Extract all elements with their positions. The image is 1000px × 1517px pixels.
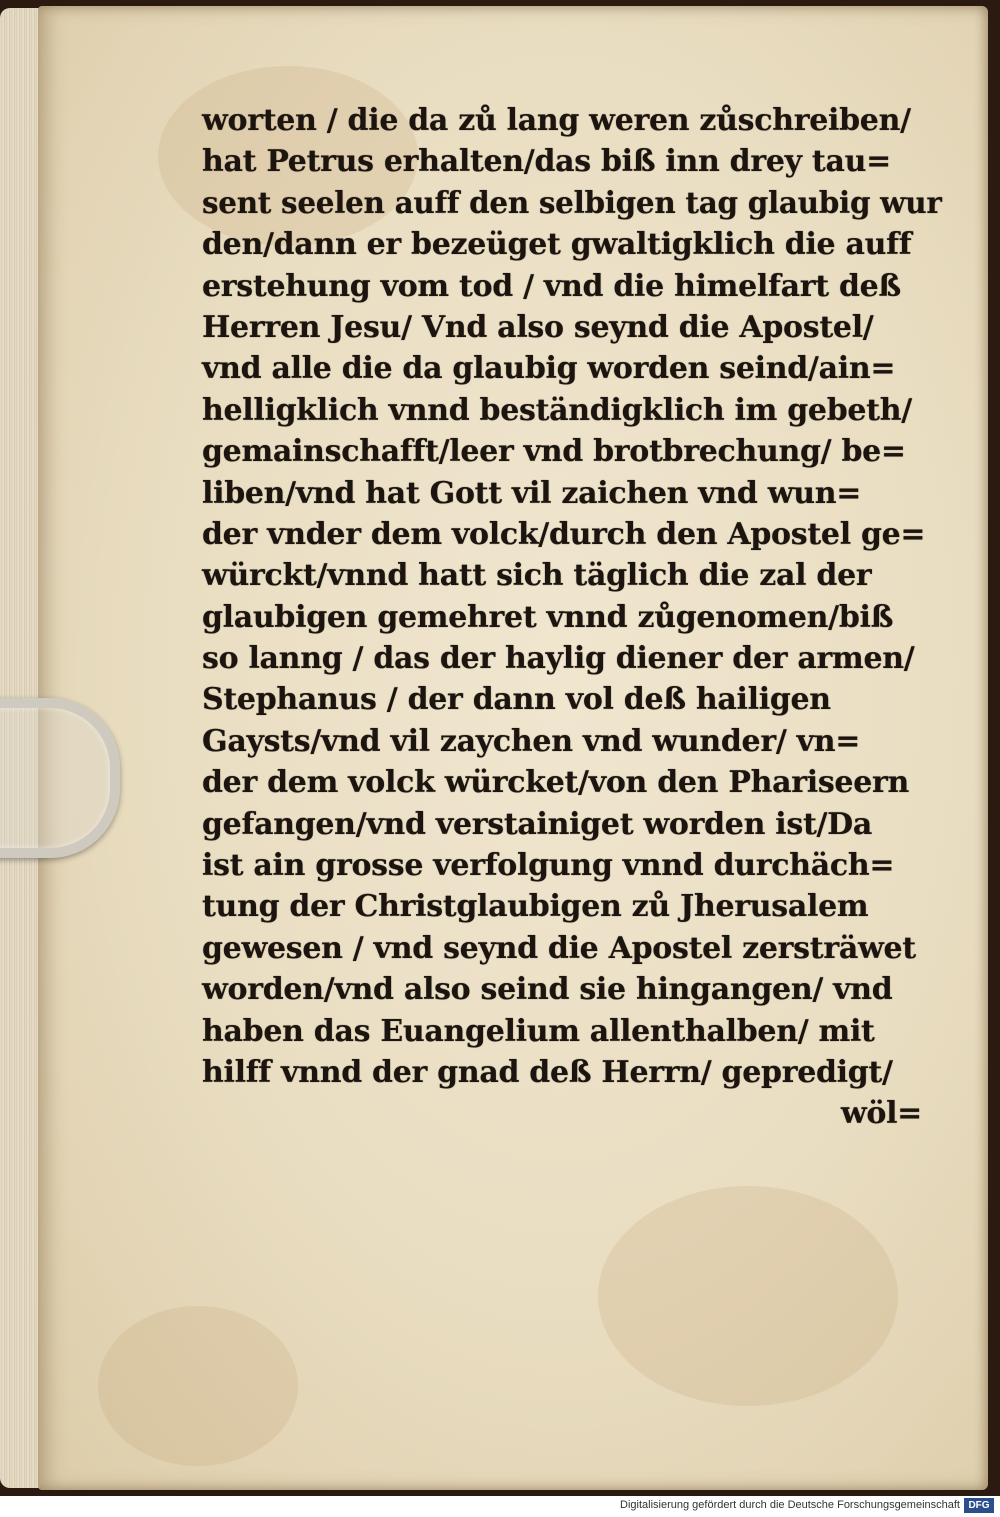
paper-stain	[598, 1186, 898, 1406]
text-line: Herren Jesu/ Vnd also seynd die Apostel/	[202, 309, 874, 345]
text-line: würckt/vnnd hatt sich täglich die zal der	[202, 558, 872, 594]
catchword: wöl=	[840, 1096, 922, 1132]
text-line: helligklich vnnd beständigklich im gebeth/	[202, 392, 912, 428]
text-line: worden/vnd also seind sie hingangen/ vnd	[202, 972, 893, 1008]
funding-credit: Digitalisierung gefördert durch die Deutsche Forschungsgemeinschaft	[620, 1499, 960, 1511]
text-line: gewesen / vnd seynd die Apostel zersträwet	[202, 930, 916, 966]
paper-clip	[0, 698, 120, 858]
text-line: gemainschafft/leer vnd brotbrechung/ be=	[202, 434, 906, 470]
text-line: haben das Euangelium allenthalben/ mit	[202, 1013, 875, 1049]
text-line: gefangen/vnd verstainiget worden ist/Da	[202, 806, 873, 842]
footer-bar	[0, 1496, 1000, 1517]
text-line: den/dann er bezeüget gwaltigklich die auff	[202, 227, 912, 263]
paper-stain	[98, 1306, 298, 1466]
text-line: sent seelen auff den selbigen tag glaubig wur	[202, 185, 942, 221]
text-line: worten / die da zů lang weren zůschreiben/	[202, 103, 911, 138]
text-line: tung der Christglaubigen zů Jherusalem	[202, 889, 869, 925]
text-line: erstehung vom tod / vnd die himelfart deß	[202, 268, 901, 304]
body-text	[202, 100, 942, 1135]
text-line: ist ain grosse verfolgung vnnd durchäch=	[202, 848, 895, 884]
text-line: vnd alle die da glaubig worden seind/ain=	[202, 351, 896, 387]
text-line: der dem volck würcket/von den Phariseern	[202, 765, 910, 801]
text-line: Gaysts/vnd vil zaychen vnd wunder/ vn=	[202, 723, 861, 759]
text-line: der vnder dem volck/durch den Apostel ge=	[202, 516, 926, 552]
text-line: liben/vnd hat Gott vil zaichen vnd wun=	[202, 475, 862, 511]
text-line: hilff vnnd der gnad deß Herrn/ gepredigt/	[202, 1054, 893, 1090]
text-line: Stephanus / der dann vol deß hailigen	[202, 682, 831, 718]
text-line: hat Petrus erhalten/das biß inn drey tau=	[202, 144, 891, 180]
text-line: glaubigen gemehret vnnd zůgenomen/biß	[202, 599, 894, 635]
dfg-logo: DFG	[964, 1498, 994, 1513]
text-line: so lanng / das der haylig diener der armen/	[202, 641, 915, 677]
